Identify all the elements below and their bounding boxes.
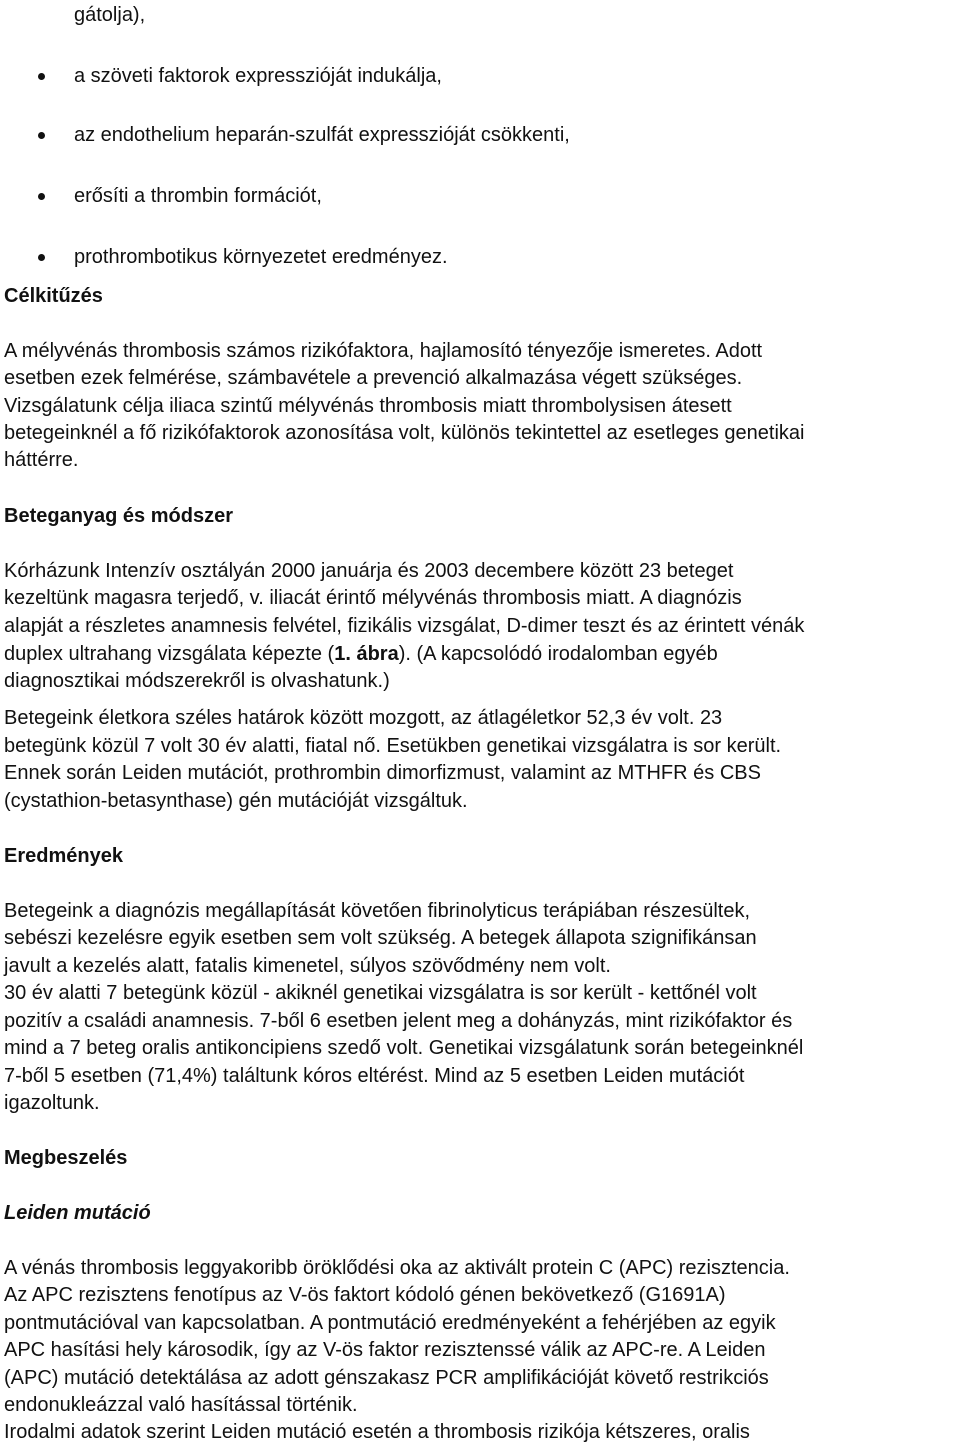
paragraph-line: Az APC rezisztens fenotípus az V-ös faktort kódoló génen bekövetkező (G1691A) bbox=[4, 1284, 726, 1306]
paragraph-line: (cystathion-betasynthase) gén mutációját vizsgáltuk. bbox=[4, 790, 468, 812]
paragraph-line: esetben ezek felmérése, számbavétele a prevenció alkalmazása végett szükséges. bbox=[4, 367, 743, 389]
paragraph-line: igazoltunk. bbox=[4, 1092, 100, 1114]
paragraph-line: diagnosztikai módszerekről is olvashatunk.) bbox=[4, 670, 390, 692]
section-heading-modszer: Beteganyag és módszer bbox=[4, 505, 233, 527]
paragraph-line: Irodalmi adatok szerint Leiden mutáció esetén a thrombosis rizikója kétszeres, oralis bbox=[4, 1421, 750, 1443]
bullet-item: a szöveti faktorok expresszióját indukálja, bbox=[74, 65, 442, 87]
paragraph-line: (APC) mutáció detektálása az adott génszakasz PCR amplifikációját követő restrikciós bbox=[4, 1367, 769, 1389]
paragraph-line: háttérre. bbox=[4, 449, 79, 471]
continuation-text: gátolja), bbox=[74, 4, 146, 26]
subsection-heading-leiden: Leiden mutáció bbox=[4, 1202, 151, 1224]
paragraph-line: Kórházunk Intenzív osztályán 2000 januárja és 2003 decembere között 23 beteget bbox=[4, 560, 734, 582]
figure-reference: 1. ábra bbox=[334, 643, 399, 665]
paragraph-line: Betegeink a diagnózis megállapítását követően fibrinolyticus terápiában részesültek, bbox=[4, 900, 750, 922]
bullet-dot bbox=[38, 73, 45, 80]
paragraph-line: 7-ből 5 esetben (71,4%) találtunk kóros eltérést. Mind az 5 esetben Leiden mutációt bbox=[4, 1065, 745, 1087]
paragraph-line: APC hasítási hely károsodik, így az V-ös faktor rezisztenssé válik az APC-re. A Leiden bbox=[4, 1339, 766, 1361]
bullet-dot bbox=[38, 254, 45, 261]
paragraph-line: javult a kezelés alatt, fatalis kimenetel, súlyos szövődmény nem volt. bbox=[4, 955, 611, 977]
bullet-item: prothrombotikus környezetet eredményez. bbox=[74, 246, 448, 268]
bullet-dot bbox=[38, 132, 45, 139]
paragraph-line: betegünk közül 7 volt 30 év alatti, fiatal nő. Esetükben genetikai vizsgálatra is sor került. bbox=[4, 735, 782, 757]
text-run: ). (A kapcsolódó irodalomban egyéb bbox=[398, 643, 718, 665]
paragraph-line: betegeinknél a fő rizikófaktorok azonosítása volt, különös tekintettel az esetleges genetikai bbox=[4, 422, 805, 444]
paragraph-line: Ennek során Leiden mutációt, prothrombin dimorfizmust, valamint az MTHFR és CBS bbox=[4, 762, 761, 784]
paragraph-line: kezeltünk magasra terjedő, v. iliacát érintő mélyvénás thrombosis miatt. A diagnózis bbox=[4, 587, 742, 609]
paragraph-line: A mélyvénás thrombosis számos rizikófaktora, hajlamosító tényezője ismeretes. Adott bbox=[4, 340, 763, 362]
section-heading-eredmenyek: Eredmények bbox=[4, 845, 123, 867]
text-run: duplex ultrahang vizsgálata képezte ( bbox=[4, 643, 335, 665]
paragraph-line: pontmutációval van kapcsolatban. A pontmutáció eredményeként a fehérjében az egyik bbox=[4, 1312, 776, 1334]
paragraph-line: Betegeink életkora széles határok között mozgott, az átlagéletkor 52,3 év volt. 23 bbox=[4, 707, 723, 729]
paragraph-line: A vénás thrombosis leggyakoribb öröklődési oka az aktivált protein C (APC) rezisztencia. bbox=[4, 1257, 790, 1279]
bullet-item: az endothelium heparán-szulfát expresszióját csökkenti, bbox=[74, 124, 570, 146]
paragraph-line: 30 év alatti 7 betegünk közül - akiknél genetikai vizsgálatra is sor került - kettőnél volt bbox=[4, 982, 757, 1004]
section-heading-megbeszeles: Megbeszelés bbox=[4, 1147, 128, 1169]
paragraph-line: sebészi kezelésre egyik esetben sem volt szükség. A betegek állapota szignifikánsan bbox=[4, 927, 757, 949]
paragraph-line: mind a 7 beteg oralis antikoncipiens szedő volt. Genetikai vizsgálatunk során betegeinknél bbox=[4, 1037, 804, 1059]
paragraph-line: alapját a részletes anamnesis felvétel, fizikális vizsgálat, D-dimer teszt és az érintett vénák bbox=[4, 615, 805, 637]
bullet-dot bbox=[38, 193, 45, 200]
section-heading-celkituzes: Célkitűzés bbox=[4, 285, 103, 307]
paragraph-line: endonukleázzal való hasítással történik. bbox=[4, 1394, 358, 1416]
bullet-item: erősíti a thrombin formációt, bbox=[74, 185, 322, 207]
paragraph-line-figure-ref bbox=[4, 640, 956, 668]
paragraph-line: pozitív a családi anamnesis. 7-ből 6 esetben jelent meg a dohányzás, mint rizikófaktor és bbox=[4, 1010, 793, 1032]
paragraph-line: Vizsgálatunk célja iliaca szintű mélyvénás thrombosis miatt thrombolysisen átesett bbox=[4, 395, 732, 417]
